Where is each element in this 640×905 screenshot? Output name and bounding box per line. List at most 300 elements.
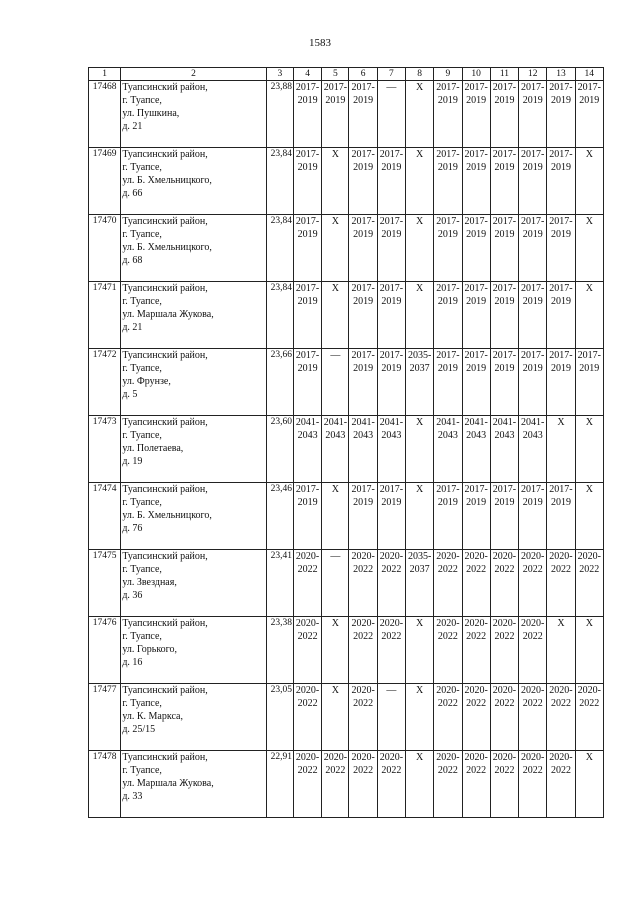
address-line: д. 36	[122, 590, 143, 601]
period-cell-col-7	[377, 81, 405, 148]
period-cell-col-12	[519, 751, 547, 818]
address-line: г. Туапсе,	[122, 631, 162, 642]
period-text: 2017-	[521, 82, 545, 93]
table-row	[89, 751, 604, 818]
value-cell: 23,41	[266, 550, 293, 617]
table-row	[89, 349, 604, 416]
period-text: 2020-	[436, 752, 460, 763]
period-text: 2043	[297, 430, 318, 441]
period-text: 2019	[381, 363, 402, 374]
address-line: г. Туапсе,	[122, 564, 162, 575]
address-cell	[121, 617, 266, 684]
period-text: 2022	[353, 698, 374, 709]
period-text: 2019	[522, 95, 543, 106]
period-cell-col-8	[406, 751, 434, 818]
period-cell-col-14	[575, 215, 603, 282]
period-text: 2020-	[351, 618, 375, 629]
period-text: 2041-	[295, 417, 320, 428]
period-cell-col-11	[490, 550, 518, 617]
period-cell-col-8	[406, 416, 434, 483]
address-line: ул. Полетаева,	[122, 443, 184, 454]
period-text: 2022	[437, 631, 458, 642]
period-cell-col-11	[490, 751, 518, 818]
register-table	[88, 67, 604, 818]
period-text: 2022	[381, 765, 402, 776]
period-cell-col-12	[519, 81, 547, 148]
period-text: 2017-	[492, 283, 517, 294]
address-line: д. 33	[122, 791, 143, 802]
period-text: 2041-	[464, 417, 488, 428]
period-cell-col-13	[547, 550, 575, 617]
address-cell	[121, 148, 266, 215]
period-cell-col-7	[377, 416, 405, 483]
period-cell-col-12	[519, 684, 547, 751]
period-cell-col-7	[377, 215, 405, 282]
period-cell-col-13	[547, 349, 575, 416]
period-cell-col-14	[575, 349, 603, 416]
table-body	[89, 68, 604, 818]
period-cell-col-12	[519, 148, 547, 215]
period-cell-col-5	[322, 215, 349, 282]
period-cell-col-12	[519, 349, 547, 416]
address-line: д. 25/15	[122, 724, 156, 735]
period-cell-col-8	[406, 349, 434, 416]
period-text: 2019	[494, 162, 515, 173]
period-text: 2022	[579, 698, 600, 709]
period-cell-col-5	[322, 282, 349, 349]
period-text: 2020-	[295, 551, 320, 562]
period-text: 2043	[466, 430, 487, 441]
period-cell-col-10	[462, 148, 490, 215]
period-cell-col-14	[575, 81, 603, 148]
period-cell-col-13	[547, 215, 575, 282]
period-cell-col-7	[377, 617, 405, 684]
period-text: 2022	[381, 564, 402, 575]
period-text: 2020-	[351, 752, 375, 763]
period-text: 2022	[466, 765, 487, 776]
period-text: 2019	[494, 497, 515, 508]
row-number: 17475	[89, 550, 121, 617]
address-line: ул. Б. Хмельницкого,	[122, 510, 212, 521]
period-text: 2017-	[549, 484, 573, 495]
period-text: X	[331, 283, 339, 294]
period-text: 2041-	[492, 417, 517, 428]
address-line: г. Туапсе,	[122, 363, 162, 374]
period-text: X	[585, 417, 593, 428]
address-line: г. Туапсе,	[122, 229, 162, 240]
address-line: Туапсинский район,	[122, 752, 208, 763]
period-cell-col-5	[322, 81, 349, 148]
period-cell-col-4	[293, 349, 321, 416]
period-text: 2019	[437, 95, 458, 106]
period-text: 2022	[353, 631, 374, 642]
period-text: 2019	[353, 95, 374, 106]
address-cell	[121, 550, 266, 617]
period-text: 2019	[297, 95, 318, 106]
column-header-5: 5	[322, 68, 349, 81]
period-text: 2019	[579, 95, 600, 106]
period-cell-col-7	[377, 282, 405, 349]
column-header-10: 10	[462, 68, 490, 81]
address-line: Туапсинский район,	[122, 149, 208, 160]
period-text: 2022	[550, 765, 571, 776]
period-cell-col-4	[293, 148, 321, 215]
column-header-3: 3	[266, 68, 293, 81]
period-text: 2017-	[577, 82, 601, 93]
period-text: 2017-	[521, 216, 545, 227]
period-cell-col-10	[462, 684, 490, 751]
period-text: 2022	[437, 765, 458, 776]
table-row	[89, 483, 604, 550]
period-cell-col-6	[349, 483, 377, 550]
period-text: 2019	[466, 162, 487, 173]
column-header-13: 13	[547, 68, 575, 81]
period-text: —	[386, 685, 397, 696]
row-number: 17473	[89, 416, 121, 483]
period-text: 2037	[409, 363, 430, 374]
period-text: 2019	[494, 363, 515, 374]
column-header-6: 6	[349, 68, 377, 81]
column-header-7: 7	[377, 68, 405, 81]
period-text: 2017-	[577, 350, 601, 361]
period-text: 2041-	[323, 417, 348, 428]
table-row	[89, 684, 604, 751]
period-cell-col-4	[293, 483, 321, 550]
period-text: 2020-	[295, 752, 320, 763]
table-row	[89, 81, 604, 148]
period-text: 2019	[437, 296, 458, 307]
period-text: X	[585, 149, 593, 160]
row-number: 17472	[89, 349, 121, 416]
period-cell-col-10	[462, 215, 490, 282]
period-cell-col-14	[575, 684, 603, 751]
period-cell-col-6	[349, 416, 377, 483]
period-text: 2017-	[464, 82, 488, 93]
period-cell-col-10	[462, 751, 490, 818]
row-number: 17476	[89, 617, 121, 684]
address-line: г. Туапсе,	[122, 162, 162, 173]
address-cell	[121, 215, 266, 282]
period-text: 2017-	[379, 283, 404, 294]
period-text: 2017-	[549, 216, 573, 227]
period-text: 2020-	[492, 685, 517, 696]
period-text: X	[416, 82, 424, 93]
period-text: 2041-	[351, 417, 375, 428]
period-text: 2022	[381, 631, 402, 642]
address-line: г. Туапсе,	[122, 430, 162, 441]
period-text: 2019	[381, 296, 402, 307]
address-line: д. 68	[122, 255, 143, 266]
period-cell-col-10	[462, 617, 490, 684]
period-text: 2022	[579, 564, 600, 575]
period-cell-col-6	[349, 148, 377, 215]
period-text: 2017-	[351, 216, 375, 227]
period-text: 2017-	[464, 216, 488, 227]
period-cell-col-10	[462, 282, 490, 349]
period-text: 2017-	[492, 149, 517, 160]
value-cell: 23,84	[266, 148, 293, 215]
row-number: 17469	[89, 148, 121, 215]
period-cell-col-13	[547, 148, 575, 215]
period-text: 2017-	[549, 149, 573, 160]
period-text: 2022	[466, 564, 487, 575]
column-header-4: 4	[293, 68, 321, 81]
period-cell-col-4	[293, 617, 321, 684]
period-text: 2019	[550, 162, 571, 173]
period-text: 2020-	[351, 685, 375, 696]
period-text: 2020-	[577, 685, 601, 696]
period-cell-col-11	[490, 684, 518, 751]
period-text: 2022	[466, 698, 487, 709]
column-header-2: 2	[121, 68, 266, 81]
period-text: 2017-	[436, 484, 460, 495]
period-text: 2017-	[323, 82, 348, 93]
period-cell-col-4	[293, 684, 321, 751]
period-text: 2020-	[549, 685, 573, 696]
period-text: X	[557, 417, 565, 428]
row-number: 17471	[89, 282, 121, 349]
period-cell-col-9	[434, 148, 462, 215]
period-cell-col-5	[322, 550, 349, 617]
period-text: 2017-	[379, 350, 404, 361]
period-text: 2017-	[464, 149, 488, 160]
period-text: 2022	[522, 564, 543, 575]
period-text: 2022	[297, 698, 318, 709]
address-line: г. Туапсе,	[122, 698, 162, 709]
period-text: 2020-	[464, 551, 488, 562]
period-text: 2019	[494, 229, 515, 240]
period-text: 2019	[550, 296, 571, 307]
period-text: 2019	[522, 363, 543, 374]
period-text: 2019	[381, 497, 402, 508]
period-text: 2019	[353, 363, 374, 374]
address-line: ул. Б. Хмельницкого,	[122, 175, 212, 186]
period-text: 2019	[437, 229, 458, 240]
address-line: Туапсинский район,	[122, 551, 208, 562]
period-text: 2019	[466, 229, 487, 240]
period-text: X	[585, 618, 593, 629]
period-cell-col-13	[547, 751, 575, 818]
period-text: X	[416, 149, 424, 160]
period-text: 2019	[437, 363, 458, 374]
period-text: 2019	[466, 95, 487, 106]
period-cell-col-8	[406, 617, 434, 684]
address-line: Туапсинский район,	[122, 350, 208, 361]
period-text: 2019	[550, 363, 571, 374]
period-cell-col-13	[547, 81, 575, 148]
value-cell: 23,05	[266, 684, 293, 751]
period-text: 2017-	[436, 350, 460, 361]
period-cell-col-9	[434, 483, 462, 550]
period-text: 2037	[409, 564, 430, 575]
address-line: ул. Пушкина,	[122, 108, 180, 119]
period-cell-col-9	[434, 617, 462, 684]
period-text: 2022	[494, 698, 515, 709]
period-cell-col-6	[349, 684, 377, 751]
period-text: 2019	[353, 162, 374, 173]
period-text: 2019	[550, 497, 571, 508]
period-text: 2020-	[492, 551, 517, 562]
period-text: 2017-	[436, 216, 460, 227]
period-text: —	[386, 82, 397, 93]
period-text: 2022	[522, 765, 543, 776]
period-text: —	[330, 551, 341, 562]
period-text: —	[330, 350, 341, 361]
period-text: 2022	[353, 564, 374, 575]
period-text: 2022	[353, 765, 374, 776]
period-cell-col-11	[490, 81, 518, 148]
period-cell-col-5	[322, 483, 349, 550]
period-cell-col-7	[377, 483, 405, 550]
period-text: 2019	[381, 229, 402, 240]
value-cell: 23,46	[266, 483, 293, 550]
period-text: 2017-	[351, 149, 375, 160]
table-row	[89, 215, 604, 282]
period-text: 2017-	[351, 350, 375, 361]
period-text: 2019	[522, 296, 543, 307]
period-text: 2020-	[436, 618, 460, 629]
period-text: 2022	[550, 698, 571, 709]
period-text: 2020-	[379, 551, 404, 562]
period-text: 2019	[381, 162, 402, 173]
address-line: д. 19	[122, 456, 143, 467]
table-row	[89, 416, 604, 483]
period-text: 2017-	[436, 82, 460, 93]
period-text: 2020-	[492, 752, 517, 763]
period-text: 2022	[297, 765, 318, 776]
period-text: 2020-	[323, 752, 348, 763]
period-cell-col-8	[406, 550, 434, 617]
address-line: Туапсинский район,	[122, 618, 208, 629]
period-cell-col-13	[547, 617, 575, 684]
period-text: 2041-	[379, 417, 404, 428]
period-text: 2020-	[351, 551, 375, 562]
period-text: X	[416, 618, 424, 629]
period-text: 2020-	[549, 551, 573, 562]
address-line: ул. Звездная,	[122, 577, 177, 588]
period-text: X	[331, 149, 339, 160]
period-cell-col-5	[322, 617, 349, 684]
period-text: 2017-	[521, 484, 545, 495]
period-text: X	[585, 283, 593, 294]
period-text: 2019	[550, 229, 571, 240]
period-cell-col-4	[293, 550, 321, 617]
period-cell-col-5	[322, 416, 349, 483]
period-text: 2019	[466, 363, 487, 374]
address-line: Туапсинский район,	[122, 685, 208, 696]
column-header-14: 14	[575, 68, 603, 81]
row-number: 17470	[89, 215, 121, 282]
period-text: 2017-	[295, 283, 320, 294]
period-cell-col-11	[490, 215, 518, 282]
table-row	[89, 617, 604, 684]
period-text: 2020-	[295, 685, 320, 696]
period-text: 2020-	[379, 618, 404, 629]
period-text: 2020-	[379, 752, 404, 763]
period-cell-col-10	[462, 483, 490, 550]
period-cell-col-13	[547, 684, 575, 751]
period-cell-col-9	[434, 684, 462, 751]
period-cell-col-8	[406, 282, 434, 349]
period-text: X	[416, 417, 424, 428]
period-text: 2017-	[549, 82, 573, 93]
row-number: 17477	[89, 684, 121, 751]
period-cell-col-8	[406, 148, 434, 215]
row-number: 17468	[89, 81, 121, 148]
address-line: Туапсинский район,	[122, 484, 208, 495]
period-text: X	[416, 484, 424, 495]
period-text: 2020-	[521, 618, 545, 629]
period-text: 2019	[466, 497, 487, 508]
period-text: 2017-	[521, 283, 545, 294]
period-cell-col-11	[490, 349, 518, 416]
period-cell-col-14	[575, 148, 603, 215]
address-cell	[121, 684, 266, 751]
value-cell: 23,84	[266, 282, 293, 349]
period-cell-col-8	[406, 215, 434, 282]
period-text: X	[331, 216, 339, 227]
address-cell	[121, 282, 266, 349]
period-text: 2017-	[436, 149, 460, 160]
period-text: 2022	[522, 698, 543, 709]
period-cell-col-10	[462, 349, 490, 416]
period-cell-col-8	[406, 81, 434, 148]
address-line: Туапсинский район,	[122, 417, 208, 428]
period-text: 2017-	[295, 350, 320, 361]
period-cell-col-8	[406, 684, 434, 751]
period-text: 2017-	[351, 283, 375, 294]
value-cell: 23,60	[266, 416, 293, 483]
period-text: 2019	[325, 95, 346, 106]
period-cell-col-11	[490, 483, 518, 550]
value-cell: 23,88	[266, 81, 293, 148]
period-cell-col-13	[547, 483, 575, 550]
period-text: 2041-	[436, 417, 460, 428]
period-text: 2017-	[295, 82, 320, 93]
period-text: 2041-	[521, 417, 545, 428]
address-cell	[121, 416, 266, 483]
period-text: 2017-	[295, 149, 320, 160]
period-text: 2022	[297, 564, 318, 575]
address-cell	[121, 483, 266, 550]
period-text: 2020-	[577, 551, 601, 562]
period-text: 2020-	[464, 618, 488, 629]
period-text: X	[416, 685, 424, 696]
period-cell-col-6	[349, 282, 377, 349]
period-text: 2022	[550, 564, 571, 575]
period-text: 2017-	[436, 283, 460, 294]
period-text: 2017-	[295, 484, 320, 495]
period-text: 2035-	[407, 350, 432, 361]
period-text: 2019	[353, 497, 374, 508]
period-cell-col-11	[490, 148, 518, 215]
period-cell-col-5	[322, 751, 349, 818]
period-cell-col-9	[434, 215, 462, 282]
period-cell-col-9	[434, 416, 462, 483]
period-text: 2017-	[521, 149, 545, 160]
period-text: 2017-	[492, 216, 517, 227]
period-text: 2022	[494, 631, 515, 642]
period-cell-col-6	[349, 617, 377, 684]
period-cell-col-6	[349, 550, 377, 617]
period-cell-col-7	[377, 751, 405, 818]
period-cell-col-12	[519, 617, 547, 684]
row-number: 17478	[89, 751, 121, 818]
value-cell: 23,84	[266, 215, 293, 282]
column-header-8: 8	[406, 68, 434, 81]
address-line: г. Туапсе,	[122, 296, 162, 307]
period-text: 2043	[353, 430, 374, 441]
